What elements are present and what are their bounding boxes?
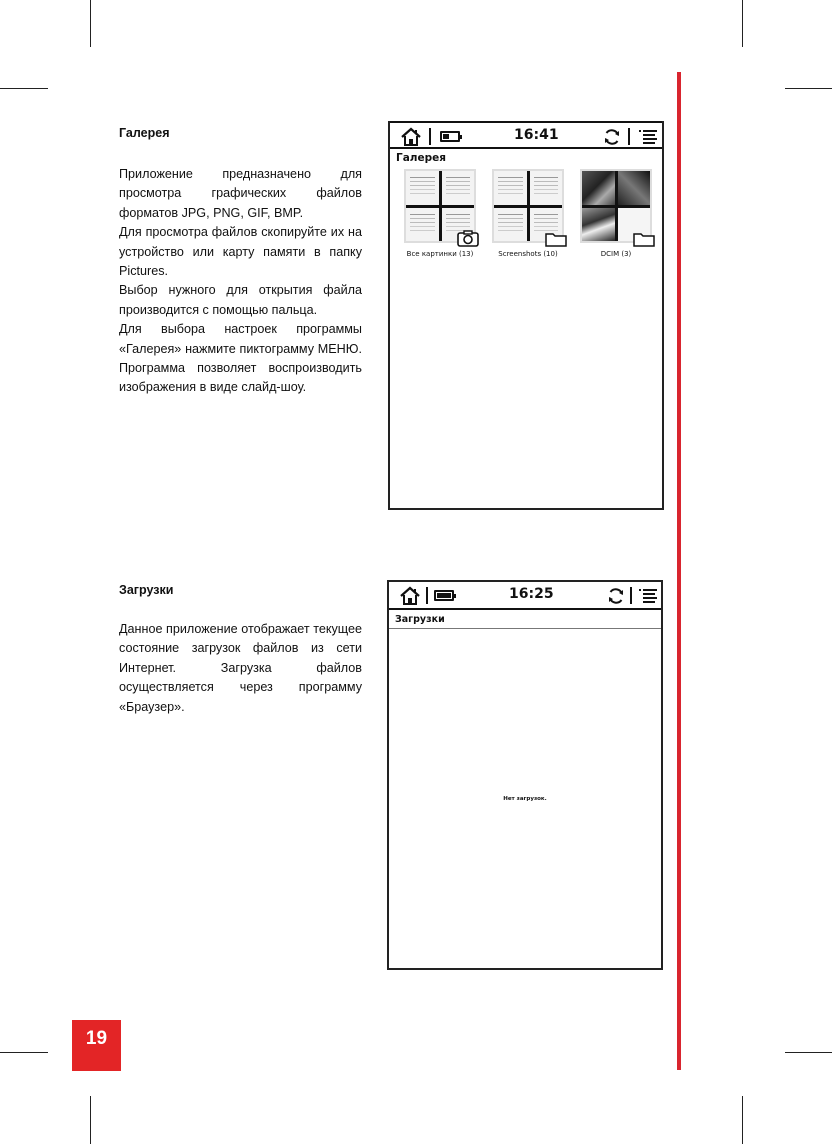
home-icon[interactable] [400,127,422,147]
menu-icon[interactable] [639,588,657,604]
menu-icon[interactable] [639,129,657,145]
album-label: Screenshots (10) [498,250,558,258]
gallery-screenshot [388,121,664,510]
section-title-downloads: Загрузки [119,583,174,597]
gallery-description [119,165,362,398]
status-bar [390,121,662,149]
separator [429,128,431,145]
paragraph: Данное приложение отображает текущее состояние загрузок файлов из сети Интернет. Загрузка файлов осуществляется через программу «Браузер». [119,622,362,714]
status-bar [389,582,661,610]
paragraph: Выбор нужного для открытия файла производится с помощью пальца. [119,283,362,317]
paragraph: Приложение предназначено для просмотра графических файлов форматов JPG, PNG, GIF, BMP. [119,167,362,220]
sync-icon[interactable] [607,587,625,605]
status-time: 16:25 [509,586,554,602]
folder-icon [633,230,655,247]
battery-icon [434,590,454,601]
section-title-gallery: Галерея [119,126,170,140]
battery-charging-icon [440,131,460,142]
app-title: Галерея [396,152,446,164]
crop-mark [785,88,832,89]
downloads-screenshot [387,580,663,970]
title-divider [389,628,661,629]
separator [630,587,632,604]
crop-mark [785,1052,832,1053]
separator [426,587,428,604]
sync-icon[interactable] [603,128,621,146]
empty-downloads-message: Нет загрузок. [503,796,547,802]
separator [628,128,630,145]
crop-mark [0,1052,48,1053]
app-title: Загрузки [395,614,445,625]
paragraph: Для выбора настроек программы «Галерея» нажмите пиктограмму МЕНЮ. Программа позволяет воспроизводить изображения в виде слайд-шоу. [119,322,362,395]
crop-mark [742,0,743,47]
page-number: 19 [72,1020,121,1071]
album-tile-all-pictures[interactable] [404,169,476,243]
margin-rule [677,72,681,1070]
album-label: Все картинки (13) [406,250,474,258]
crop-mark [742,1096,743,1144]
crop-mark [0,88,48,89]
downloads-description [119,620,362,717]
crop-mark [90,1096,91,1144]
paragraph: Для просмотра файлов скопируйте их на устройство или карту памяти в папку Pictures. [119,225,362,279]
album-tile-screenshots[interactable] [492,169,564,243]
home-icon[interactable] [399,586,421,606]
album-tile-dcim[interactable] [580,169,652,243]
status-time: 16:41 [514,127,559,143]
crop-mark [90,0,91,47]
album-label: DCIM (3) [600,250,632,258]
camera-icon [457,230,479,247]
folder-icon [545,230,567,247]
